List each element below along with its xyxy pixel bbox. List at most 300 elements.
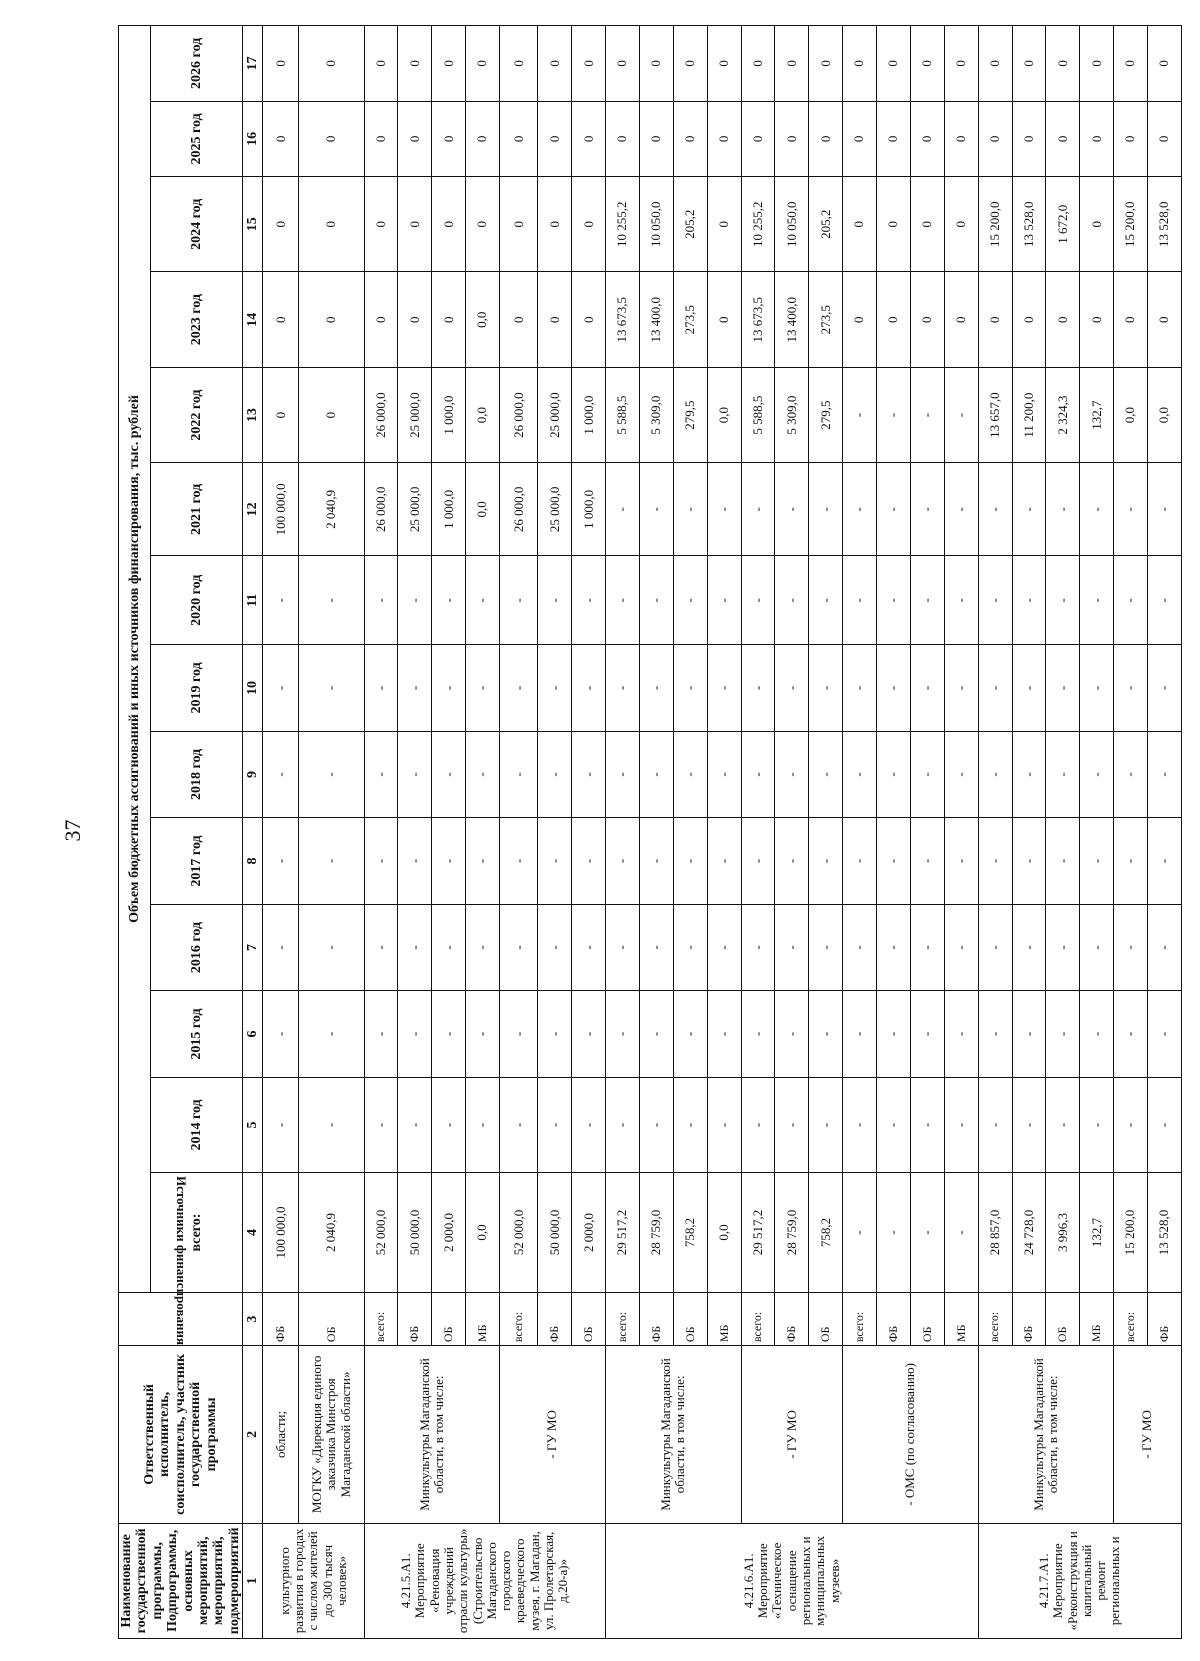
value-cell: - (741, 463, 775, 556)
value-cell: - (809, 645, 843, 732)
value-cell: 0 (1114, 272, 1148, 367)
value-cell: - (398, 818, 432, 905)
value-cell: - (707, 818, 741, 905)
value-cell: - (673, 818, 707, 905)
value-cell: - (673, 1077, 707, 1172)
header-year-4: 2018 год (150, 731, 243, 818)
value-cell: 0 (572, 26, 606, 102)
value-cell: - (775, 645, 809, 732)
source-cell: всего: (843, 1292, 877, 1345)
value-cell: 0 (877, 272, 911, 367)
value-cell: - (500, 645, 538, 732)
value-cell: - (1046, 991, 1080, 1078)
value-cell: 0 (299, 272, 364, 367)
value-cell: 0 (432, 272, 466, 367)
value-cell: 24 728,0 (1012, 1173, 1046, 1293)
value-cell: 13 400,0 (775, 272, 809, 367)
value-cell: 26 000,0 (500, 463, 538, 556)
value-cell: 0 (398, 101, 432, 176)
value-cell: - (364, 645, 398, 732)
value-cell: - (1012, 556, 1046, 645)
value-cell: - (707, 463, 741, 556)
value-cell: 0 (538, 177, 572, 272)
value-cell: - (299, 904, 364, 991)
value-cell: 0 (944, 101, 978, 176)
value-cell: - (640, 818, 674, 905)
source-cell: ФБ (398, 1292, 432, 1345)
value-cell: 2 040,9 (299, 463, 364, 556)
value-cell: 0 (707, 177, 741, 272)
table-row (606, 26, 640, 1639)
value-cell: 0 (1046, 272, 1080, 367)
value-cell: - (606, 645, 640, 732)
value-cell: 11 200,0 (1012, 367, 1046, 462)
value-cell: 0 (1080, 272, 1114, 367)
value-cell: - (877, 991, 911, 1078)
value-cell: - (707, 1077, 741, 1172)
value-cell: 10 050,0 (640, 177, 674, 272)
value-cell: - (299, 556, 364, 645)
value-cell: - (1114, 991, 1148, 1078)
column-number-9: 9 (243, 731, 263, 818)
value-cell: 0 (500, 26, 538, 102)
value-cell: - (432, 1077, 466, 1172)
value-cell: 0 (707, 26, 741, 102)
value-cell: - (606, 904, 640, 991)
value-cell: - (398, 556, 432, 645)
table-row (741, 26, 775, 1639)
value-cell: - (606, 463, 640, 556)
value-cell: - (910, 645, 944, 732)
value-cell: 52 000,0 (500, 1173, 538, 1293)
value-cell: 0 (1012, 26, 1046, 102)
value-cell: 0 (1147, 272, 1181, 367)
value-cell: - (1147, 556, 1181, 645)
value-cell: 0 (978, 26, 1012, 102)
value-cell: - (640, 904, 674, 991)
value-cell: 0 (299, 101, 364, 176)
value-cell: 25 000,0 (538, 463, 572, 556)
value-cell: - (299, 818, 364, 905)
value-cell: - (1012, 991, 1046, 1078)
value-cell: 0 (500, 272, 538, 367)
value-cell: 0 (398, 177, 432, 272)
value-cell: - (877, 556, 911, 645)
source-cell: ОБ (572, 1292, 606, 1345)
value-cell: 0 (1080, 177, 1114, 272)
value-cell: - (1080, 463, 1114, 556)
responsible-cell: области; (263, 1346, 299, 1523)
source-cell: МБ (466, 1292, 500, 1345)
source-cell: ФБ (1012, 1292, 1046, 1345)
value-cell: - (978, 991, 1012, 1078)
value-cell: - (538, 991, 572, 1078)
value-cell: 0 (572, 101, 606, 176)
value-cell: - (843, 731, 877, 818)
value-cell: - (299, 991, 364, 1078)
source-cell: МБ (944, 1292, 978, 1345)
value-cell: - (707, 556, 741, 645)
value-cell: 0 (809, 26, 843, 102)
value-cell: - (944, 904, 978, 991)
source-cell: ФБ (538, 1292, 572, 1345)
value-cell: - (263, 991, 299, 1078)
value-cell: - (775, 991, 809, 1078)
value-cell: - (809, 818, 843, 905)
value-cell: - (910, 367, 944, 462)
value-cell: - (500, 1077, 538, 1172)
value-cell: - (1147, 991, 1181, 1078)
value-cell: 0 (944, 26, 978, 102)
value-cell: - (572, 818, 606, 905)
value-cell: 15 200,0 (1114, 1173, 1148, 1293)
value-cell: - (673, 731, 707, 818)
value-cell: - (775, 463, 809, 556)
value-cell: 52 000,0 (364, 1173, 398, 1293)
value-cell: - (1147, 1077, 1181, 1172)
value-cell: - (843, 463, 877, 556)
value-cell: - (877, 645, 911, 732)
value-cell: 0 (944, 177, 978, 272)
value-cell: - (432, 991, 466, 1078)
source-cell: ФБ (775, 1292, 809, 1345)
value-cell: 132,7 (1080, 1173, 1114, 1293)
source-cell: МБ (707, 1292, 741, 1345)
value-cell: - (1080, 645, 1114, 732)
value-cell: 0 (1046, 26, 1080, 102)
value-cell: 0 (843, 101, 877, 176)
value-cell: 0 (466, 26, 500, 102)
value-cell: 0,0 (1147, 367, 1181, 462)
value-cell: 273,5 (809, 272, 843, 367)
value-cell: 1 000,0 (572, 463, 606, 556)
value-cell: 0 (263, 177, 299, 272)
value-cell: 0,0 (707, 1173, 741, 1293)
source-cell: всего: (364, 1292, 398, 1345)
value-cell: - (572, 645, 606, 732)
value-cell: 0,0 (466, 463, 500, 556)
value-cell: 5 309,0 (640, 367, 674, 462)
value-cell: 1 000,0 (432, 367, 466, 462)
header-year-7: 2021 год (150, 463, 243, 556)
value-cell: - (741, 1077, 775, 1172)
value-cell: - (843, 367, 877, 462)
header-year-11: 2025 год (150, 101, 243, 176)
header-year-3: 2017 год (150, 818, 243, 905)
value-cell: - (775, 1077, 809, 1172)
value-cell: 0 (364, 101, 398, 176)
value-cell: - (1012, 818, 1046, 905)
value-cell: - (843, 1077, 877, 1172)
value-cell: 0 (910, 101, 944, 176)
value-cell: 28 759,0 (775, 1173, 809, 1293)
value-cell: - (978, 1077, 1012, 1172)
value-cell: - (1147, 731, 1181, 818)
value-cell: 50 000,0 (538, 1173, 572, 1293)
program-name-cell: 4.21.6.А1. Мероприятие «Техническое оснащение региональных и муниципальных музеев» (606, 1523, 978, 1638)
responsible-cell: - ОМС (по согласованию) (843, 1346, 978, 1523)
value-cell: 100 000,0 (263, 1173, 299, 1293)
value-cell: - (944, 991, 978, 1078)
value-cell: - (843, 991, 877, 1078)
value-cell: - (364, 991, 398, 1078)
responsible-cell: - ГУ МО (1114, 1346, 1182, 1523)
source-cell: всего: (741, 1292, 775, 1345)
value-cell: - (673, 463, 707, 556)
value-cell: 0,0 (466, 367, 500, 462)
value-cell: 0 (843, 177, 877, 272)
header-source-label: Источники финансирования (174, 1176, 190, 1346)
value-cell: - (398, 1077, 432, 1172)
value-cell: - (640, 991, 674, 1078)
value-cell: 0 (398, 272, 432, 367)
value-cell: - (775, 556, 809, 645)
header-year-0: 2014 год (150, 1077, 243, 1172)
value-cell: 0 (1147, 101, 1181, 176)
value-cell: - (606, 731, 640, 818)
value-cell: - (364, 731, 398, 818)
value-cell: 0 (432, 101, 466, 176)
value-cell: 0 (673, 26, 707, 102)
value-cell: - (500, 904, 538, 991)
header-year-5: 2019 год (150, 645, 243, 732)
value-cell: 0 (500, 177, 538, 272)
value-cell: - (1114, 463, 1148, 556)
value-cell: - (432, 556, 466, 645)
value-cell: 0 (741, 26, 775, 102)
value-cell: - (1114, 731, 1148, 818)
value-cell: - (910, 991, 944, 1078)
source-cell: ОБ (1046, 1292, 1080, 1345)
value-cell: - (572, 556, 606, 645)
table-row (843, 26, 877, 1639)
column-number-16: 16 (243, 101, 263, 176)
value-cell: - (843, 904, 877, 991)
value-cell: - (1046, 1077, 1080, 1172)
source-cell: ОБ (809, 1292, 843, 1345)
value-cell: - (466, 904, 500, 991)
header-year-10: 2024 год (150, 177, 243, 272)
value-cell: - (299, 645, 364, 732)
value-cell: - (1147, 463, 1181, 556)
value-cell: - (978, 556, 1012, 645)
value-cell: 13 528,0 (1012, 177, 1046, 272)
value-cell: 0 (640, 101, 674, 176)
source-cell: ФБ (640, 1292, 674, 1345)
value-cell: - (299, 731, 364, 818)
value-cell: - (1114, 904, 1148, 991)
value-cell: 758,2 (673, 1173, 707, 1293)
value-cell: - (944, 1077, 978, 1172)
value-cell: - (843, 818, 877, 905)
value-cell: - (538, 1077, 572, 1172)
value-cell: 0 (572, 177, 606, 272)
value-cell: - (364, 1077, 398, 1172)
value-cell: 13 673,5 (741, 272, 775, 367)
value-cell: 205,2 (809, 177, 843, 272)
value-cell: 5 588,5 (741, 367, 775, 462)
value-cell: 26 000,0 (364, 463, 398, 556)
value-cell: - (910, 1173, 944, 1293)
value-cell: 273,5 (673, 272, 707, 367)
value-cell: - (809, 731, 843, 818)
value-cell: 0 (978, 101, 1012, 176)
value-cell: - (263, 556, 299, 645)
value-cell: - (572, 731, 606, 818)
column-number-11: 11 (243, 556, 263, 645)
value-cell: - (910, 731, 944, 818)
column-number-3: 3 (243, 1292, 263, 1345)
value-cell: 0 (877, 177, 911, 272)
column-number-17: 17 (243, 26, 263, 102)
value-cell: 0 (500, 101, 538, 176)
value-cell: 10 255,2 (741, 177, 775, 272)
value-cell: - (910, 818, 944, 905)
value-cell: 13 657,0 (978, 367, 1012, 462)
value-cell: - (606, 1077, 640, 1172)
column-number-5: 5 (243, 1077, 263, 1172)
value-cell: - (263, 818, 299, 905)
value-cell: - (1147, 818, 1181, 905)
column-number-14: 14 (243, 272, 263, 367)
value-cell: - (944, 556, 978, 645)
value-cell: 0 (775, 101, 809, 176)
value-cell: 13 673,5 (606, 272, 640, 367)
value-cell: - (1080, 731, 1114, 818)
value-cell: - (741, 818, 775, 905)
value-cell: - (978, 904, 1012, 991)
value-cell: 0 (910, 272, 944, 367)
table-row (299, 26, 364, 1639)
value-cell: 0 (1114, 26, 1148, 102)
value-cell: - (877, 1173, 911, 1293)
value-cell: - (1012, 645, 1046, 732)
value-cell: 0 (944, 272, 978, 367)
value-cell: 0 (299, 367, 364, 462)
source-cell: ОБ (910, 1292, 944, 1345)
table-row (263, 26, 299, 1639)
value-cell: - (910, 463, 944, 556)
value-cell: 25 000,0 (398, 463, 432, 556)
value-cell: 0 (775, 26, 809, 102)
value-cell: - (1080, 556, 1114, 645)
value-cell: 0 (432, 26, 466, 102)
value-cell: - (364, 556, 398, 645)
value-cell: - (1046, 463, 1080, 556)
source-cell: всего: (978, 1292, 1012, 1345)
header-name-column: Наименование государственной программы, Подпрограммы, основных мероприятий, мероприятий, подмероприятий (119, 1523, 243, 1638)
value-cell: 0 (398, 26, 432, 102)
value-cell: - (538, 556, 572, 645)
value-cell: - (978, 731, 1012, 818)
value-cell: - (640, 731, 674, 818)
value-cell: 0 (673, 101, 707, 176)
value-cell: - (500, 991, 538, 1078)
value-cell: - (1080, 991, 1114, 1078)
value-cell: - (538, 731, 572, 818)
column-number-7: 7 (243, 904, 263, 991)
header-total-column: всего: (150, 1173, 243, 1293)
value-cell: - (572, 904, 606, 991)
value-cell: 0 (538, 26, 572, 102)
financing-table (118, 25, 1182, 1639)
value-cell: - (1147, 904, 1181, 991)
value-cell: 0 (364, 26, 398, 102)
value-cell: - (1046, 645, 1080, 732)
value-cell: - (877, 367, 911, 462)
value-cell: - (606, 818, 640, 905)
value-cell: - (741, 731, 775, 818)
value-cell: 0 (606, 26, 640, 102)
column-number-10: 10 (243, 645, 263, 732)
responsible-cell: Минкультуры Магаданской области, в том числе: (364, 1346, 499, 1523)
value-cell: - (364, 818, 398, 905)
value-cell: - (809, 556, 843, 645)
value-cell: 13 528,0 (1147, 177, 1181, 272)
value-cell: 50 000,0 (398, 1173, 432, 1293)
value-cell: 758,2 (809, 1173, 843, 1293)
value-cell: - (500, 556, 538, 645)
value-cell: - (640, 463, 674, 556)
page-number: 37 (60, 819, 85, 842)
value-cell: 13 400,0 (640, 272, 674, 367)
column-number-15: 15 (243, 177, 263, 272)
header-volume-title: Объем бюджетных ассигнований и иных источников финансирования, тыс. рублей (119, 26, 151, 1293)
value-cell: - (466, 991, 500, 1078)
value-cell: 28 857,0 (978, 1173, 1012, 1293)
responsible-cell: МОГКУ «Дирекция единого заказчика Минстроя Магаданской области» (299, 1346, 364, 1523)
value-cell: - (1012, 904, 1046, 991)
value-cell: - (1114, 556, 1148, 645)
value-cell: - (809, 991, 843, 1078)
value-cell: - (877, 463, 911, 556)
value-cell: - (606, 991, 640, 1078)
header-year-12: 2026 год (150, 26, 243, 102)
source-cell: ФБ (1147, 1292, 1181, 1345)
value-cell: 0 (263, 26, 299, 102)
column-number-12: 12 (243, 463, 263, 556)
value-cell: - (1046, 556, 1080, 645)
source-cell: ФБ (263, 1292, 299, 1345)
column-number-1: 1 (243, 1523, 263, 1638)
value-cell: 0 (910, 177, 944, 272)
table-row (500, 26, 538, 1639)
value-cell: 132,7 (1080, 367, 1114, 462)
value-cell: - (707, 991, 741, 1078)
responsible-cell: Минкультуры Магаданской области, в том числе: (606, 1346, 741, 1523)
value-cell: - (606, 556, 640, 645)
column-number-6: 6 (243, 991, 263, 1078)
source-cell: ОБ (432, 1292, 466, 1345)
header-responsible-column: Ответственный исполнитель, соисполнитель, участник государственной программы (119, 1346, 243, 1523)
value-cell: - (640, 556, 674, 645)
program-name-cell: 4.21.5.А1. Мероприятие «Реновация учреждений отрасли культуры» (Строительство Магаданского городского краеведческого музея, г. Магадан, ул. Пролетарская, д.20-а)» (364, 1523, 606, 1638)
value-cell: - (572, 1077, 606, 1172)
value-cell: - (843, 556, 877, 645)
value-cell: 2 040,9 (299, 1173, 364, 1293)
value-cell: 0 (877, 101, 911, 176)
value-cell: 2 000,0 (572, 1173, 606, 1293)
value-cell: - (398, 731, 432, 818)
value-cell: - (843, 1173, 877, 1293)
value-cell: 10 050,0 (775, 177, 809, 272)
value-cell: 15 200,0 (1114, 177, 1148, 272)
value-cell: - (673, 645, 707, 732)
value-cell: - (538, 904, 572, 991)
header-year-1: 2015 год (150, 991, 243, 1078)
value-cell: - (263, 731, 299, 818)
value-cell: 0 (538, 272, 572, 367)
